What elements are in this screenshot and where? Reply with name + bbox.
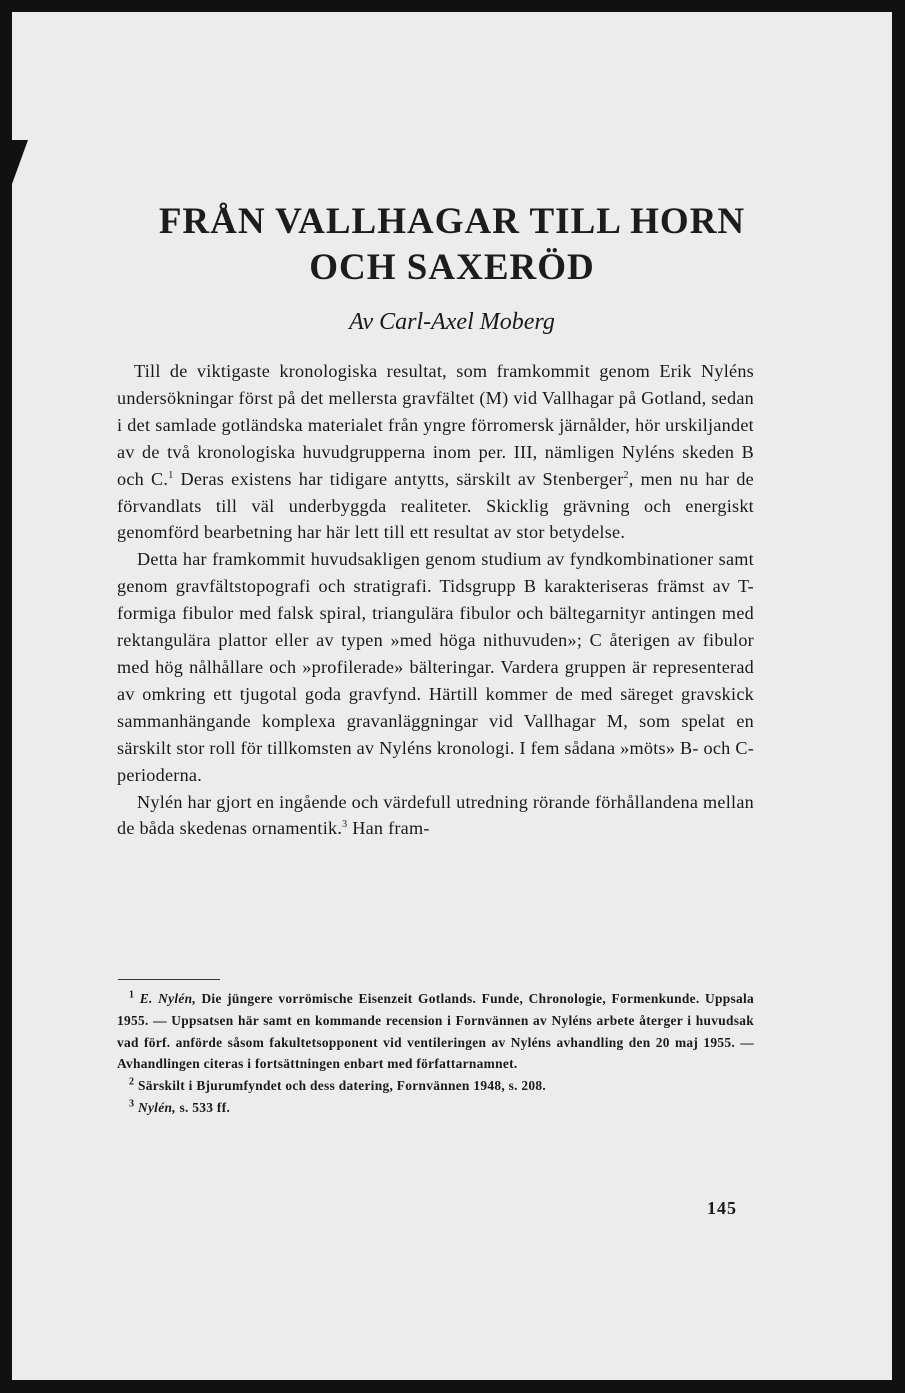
footnote-separator [118, 979, 220, 980]
footnote-ref-1: 1 [168, 469, 174, 481]
paragraph-3: Nylén har gjort en ingående och värdefull utredning rörande förhållandena mellan de båda skedenas ornamentik.$^3$ Han fram- [117, 791, 754, 839]
scan-corner-mark [12, 140, 28, 184]
page [12, 12, 892, 1380]
article-author: Av Carl-Axel Moberg [349, 309, 555, 335]
footnotes [117, 988, 754, 1119]
footnote-3: $^3$ Nylén, s. 533 ff. [129, 1098, 231, 1115]
article-body [117, 358, 754, 842]
footnote-2: $^2$ Särskilt i Bjurumfyndet och dess datering, Fornvännen 1948, s. 208. [129, 1076, 547, 1094]
paragraph-2: Detta har framkommit huvudsakligen genom studium av fyndkombinationer samt genom gravfältstopografi och stratigrafi. Tidsgrupp B karakteriseras främst av T-formiga fibulor med falsk spiral, triangulära fibulor och bältegarnityr antingen med rektangulära plattor eller av typen »med höga nithuvuden»; C återigen av fibulor med hög nålhållare och »profilerade» bälteringar. Vardera gruppen är representerad av omkring ett tjugotal goda gravfynd. Härtill kommer de med säreget gravskick sammanhängande komplexa gravanläggningar vid Vallhagar M, som spelat en särskilt stor roll för tillkomsten av Nyléns kronologi. I fem sådana »möts» B- och C-perioderna. [117, 549, 755, 785]
footnote-ref-2: 2 [623, 469, 629, 481]
article-title-line-2: OCH SAXERÖD [309, 247, 595, 288]
article-title-line-1: FRÅN VALLHAGAR TILL HORN [158, 201, 746, 242]
footnote-1: $^1$ E. Nylén, Die jüngere vorrömische Eisenzeit Gotlands. Funde, Chronologie, Formenkunde. Uppsala 1955. — Uppsatsen här samt en kommande recension i Fornvännen av Nyléns arbete återger i huvudsak vad förf. anförde såsom fakultetsopponent vid ventileringen av Nyléns avhandling den 20 maj 1955. — Avhandlingen citeras i fortsättningen enbart med författarnamnet. [117, 989, 754, 1072]
paragraph-1: Till de viktigaste kronologiska resultat, som framkommit genom Erik Nyléns undersökningar först på det mellersta gravfältet (M) vid Vallhagar på Gotland, sedan i det samlade gotländska materialet från yngre förromersk järnålder, hör urskiljandet av de två kronologiska huvudgrupperna inom per. III, nämligen Nyléns skeden B och C.$^1$ Deras existens har tidigare antytts, särskilt av Stenberger$^2$, men nu har de förvandlats till väl underbyggda realiteter. Skicklig grävning och energiskt genomförd bearbetning har här lett till ett resultat av stor betydelse. [117, 361, 754, 543]
footnote-ref-3: 3 [342, 819, 348, 831]
page-number: 145 [707, 1198, 737, 1218]
